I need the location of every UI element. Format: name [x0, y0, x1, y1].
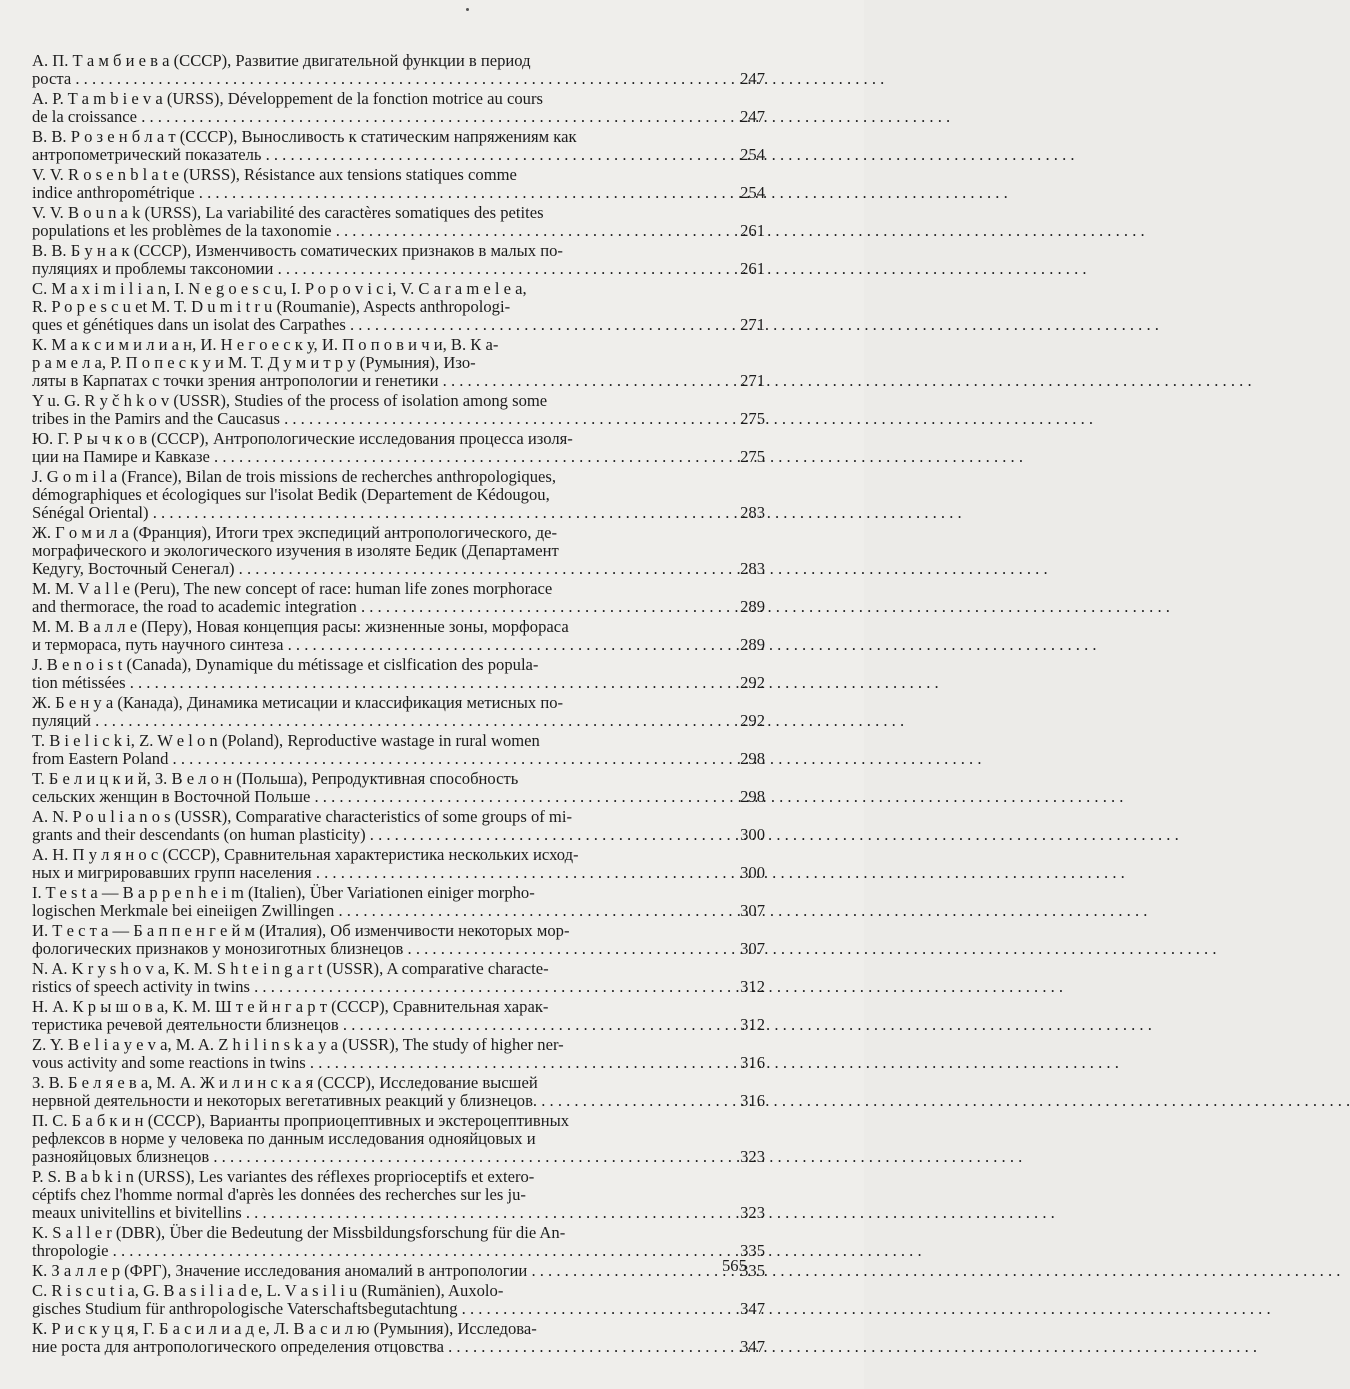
toc-entry	[32, 656, 765, 692]
toc-entry-text: vous activity and some reactions in twins . . .	[46, 1054, 707, 1072]
toc-page-ref: 283	[740, 503, 765, 522]
toc-entry	[32, 430, 765, 466]
toc-entry-text: ние роста для антропологического определения отцовства . . .	[46, 1338, 707, 1356]
toc-entry-text: A. N. P o u l i a n o s (USSR), Comparative characteristics of some groups of mi-	[32, 807, 572, 826]
toc-entry-text: meaux univitellins et bivitellins . . .	[46, 1204, 707, 1222]
toc-page-ref: 312	[740, 1015, 765, 1034]
toc-entry-text: нервной деятельности и некоторых вегетативных реакций у близнецов. . . .	[46, 1092, 707, 1110]
toc-entry-text: пуляциях и проблемы таксономии . . .	[46, 260, 707, 278]
toc-entry-text: В. В. Р о з е н б л а т (СССР), Выносливость к статическим напряжениям как	[32, 127, 577, 146]
toc-entry-text: и термораса, путь научного синтеза . . .	[46, 636, 707, 654]
toc-entry	[32, 960, 765, 996]
toc-entry-text: ques et génétiques dans un isolat des Carpathes . . .	[46, 316, 707, 334]
toc-page-ref: 254	[740, 145, 765, 164]
toc-entry-text: V. V. R o s e n b l a t e (URSS), Résistance aux tensions statiques comme	[32, 165, 517, 184]
toc-page-ref: 347	[740, 1337, 765, 1356]
toc-entry	[32, 694, 765, 730]
toc-page-ref: 307	[740, 901, 765, 920]
toc-entry-text: T. B i e l i c k i, Z. W e l o n (Poland), Reproductive wastage in rural women	[32, 731, 540, 750]
toc-entry-text: P. S. B a b k i n (URSS), Les variantes des réflexes proprioceptifs et extero-	[32, 1167, 535, 1186]
toc-page-ref: 300	[740, 863, 765, 882]
toc-entry-text: К. Р и с к у ц я, Г. Б а с и л и а д е, Л. В а с и л ю (Румыния), Исследова-	[32, 1319, 537, 1338]
toc-entry-text: А. Н. П у л я н о с (СССР), Сравнительная характеристика нескольких исход-	[32, 845, 579, 864]
toc-entry-text: рефлексов в норме у человека по данным исследования однояйцовых и	[32, 1129, 536, 1148]
toc-entry-text: indice anthropométrique . . .	[46, 184, 707, 202]
toc-entry-text: gisches Studium für anthropologische Vaterschaftsbegutachtung . . .	[46, 1300, 707, 1318]
toc-entry-text: З. В. Б е л я е в а, М. А. Ж и л и н с к а я (СССР), Исследование высшей	[32, 1073, 538, 1092]
table-of-contents	[32, 52, 765, 1358]
toc-page-ref: 316	[740, 1053, 765, 1072]
toc-entry-text: ных и мигрировавших групп населения . . .	[46, 864, 707, 882]
toc-entry-text: Ж. Г о м и л а (Франция), Итоги трех экспедиций антропологического, де-	[32, 523, 557, 542]
toc-entry-text: роста . . .	[46, 70, 707, 88]
toc-page-ref: 307	[740, 939, 765, 958]
toc-entry-text: Z. Y. B e l i a y e v a, M. A. Z h i l i n s k a y a (USSR), The study of higher ner-	[32, 1035, 564, 1054]
toc-entry-text: Н. А. К р ы ш о в а, К. М. Ш т е й н г а р т (СССР), Сравнительная харак-	[32, 997, 549, 1016]
toc-entry-text: tribes in the Pamirs and the Caucasus . . .	[46, 410, 707, 428]
toc-entry-text: R. P o p e s c u et M. T. D u m i t r u (Roumanie), Aspects anthropologi-	[32, 297, 511, 316]
toc-entry-text: populations et les problèmes de la taxonomie . . .	[46, 222, 707, 240]
toc-entry-text: and thermorace, the road to academic integration . . .	[46, 598, 707, 616]
toc-entry	[32, 732, 765, 768]
toc-entry-text: tion métissées . . .	[46, 674, 707, 692]
toc-page-ref: 292	[740, 673, 765, 692]
toc-entry	[32, 242, 765, 278]
toc-page-ref: 271	[740, 315, 765, 334]
toc-page-ref: 275	[740, 409, 765, 428]
toc-entry	[32, 524, 765, 578]
toc-page-ref: 347	[740, 1299, 765, 1318]
toc-entry-text: M. M. V a l l e (Peru), The new concept of race: human life zones morphorace	[32, 579, 553, 598]
toc-entry-text: ции на Памире и Кавказе . . .	[46, 448, 707, 466]
toc-entry-text: C. R i s c u t i a, G. B a s i l i a d e, L. V a s i l i u (Rumänien), Auxolo-	[32, 1281, 504, 1300]
toc-entry-text: céptifs chez l'homme normal d'après les données des recherches sur les ju-	[32, 1185, 526, 1204]
toc-entry-text: N. A. K r y s h o v a, K. M. S h t e i n g a r t (USSR), A comparative characte-	[32, 959, 549, 978]
toc-entry	[32, 770, 765, 806]
toc-entry	[32, 884, 765, 920]
toc-entry-text: пуляций . . .	[46, 712, 707, 730]
toc-entry	[32, 1074, 765, 1110]
toc-entry	[32, 90, 765, 126]
toc-entry-text: grants and their descendants (on human plasticity) . . .	[46, 826, 707, 844]
toc-entry-text: антропометрический показатель . . .	[46, 146, 707, 164]
toc-page-ref: 323	[740, 1203, 765, 1222]
toc-entry-text: C. M a x i m i l i a n, I. N e g o e s c u, I. P o p o v i c i, V. C a r a m e l e a,	[32, 279, 527, 298]
toc-entry	[32, 1036, 765, 1072]
toc-page-ref: 298	[740, 787, 765, 806]
toc-entry	[32, 922, 765, 958]
toc-entry-text: Ж. Б е н у а (Канада), Динамика метисации и классификация метисных по-	[32, 693, 564, 712]
toc-entry-text: Sénégal Oriental) . . .	[46, 504, 707, 522]
toc-entry	[32, 808, 765, 844]
toc-page-ref: 335	[740, 1241, 765, 1260]
toc-page-ref: 271	[740, 371, 765, 390]
toc-page-ref: 283	[740, 559, 765, 578]
toc-page-ref: 312	[740, 977, 765, 996]
toc-entry	[32, 280, 765, 334]
toc-entry-text: В. В. Б у н а к (СССР), Изменчивость соматических признаков в малых по-	[32, 241, 563, 260]
toc-entry-text: K. S a l l e r (DBR), Über die Bedeutung der Missbildungsforschung für die An-	[32, 1223, 566, 1242]
toc-entry-text: мографического и экологического изучения в изоляте Бедик (Департамент	[32, 541, 559, 560]
toc-entry-text: Т. Б е л и ц к и й, З. В е л о н (Польша), Репродуктивная способность	[32, 769, 519, 788]
toc-entry	[32, 998, 765, 1034]
toc-entry-text: logischen Merkmale bei eineiigen Zwillingen . . .	[46, 902, 707, 920]
toc-entry	[32, 468, 765, 522]
toc-page-ref: 247	[740, 69, 765, 88]
toc-entry-text: V. V. B o u n a k (URSS), La variabilité des caractères somatiques des petites	[32, 203, 544, 222]
toc-entry-text: теристика речевой деятельности близнецов . . .	[46, 1016, 707, 1034]
toc-entry-text: ляты в Карпатах с точки зрения антропологии и генетики . . .	[46, 372, 707, 390]
toc-entry-text: thropologie . . .	[46, 1242, 707, 1260]
toc-entry	[32, 166, 765, 202]
toc-entry	[32, 846, 765, 882]
toc-entry-text: Ю. Г. Р ы ч к о в (СССР), Антропологические исследования процесса изоля-	[32, 429, 573, 448]
toc-page-ref: 289	[740, 635, 765, 654]
toc-entry	[32, 618, 765, 654]
toc-entry-text: разнояйцовых близнецов . . .	[46, 1148, 707, 1166]
toc-entry-text: П. С. Б а б к и н (СССР), Варианты проприоцептивных и экстероцептивных	[32, 1111, 570, 1130]
toc-entry	[32, 580, 765, 616]
toc-entry	[32, 1112, 765, 1166]
toc-entry	[32, 1262, 765, 1280]
toc-entry-text: ristics of speech activity in twins . . .	[46, 978, 707, 996]
toc-entry-text: démographiques et écologiques sur l'isolat Bedik (Departement de Kédougou,	[32, 485, 550, 504]
toc-entry-text: from Eastern Poland . . .	[46, 750, 707, 768]
toc-entry-text: А. П. Т а м б и е в а (СССР), Развитие двигательной функции в период	[32, 51, 531, 70]
top-mark	[466, 8, 469, 11]
toc-entry-text: J. B e n o i s t (Canada), Dynamique du métissage et cislfication des popula-	[32, 655, 539, 674]
toc-page-ref: 292	[740, 711, 765, 730]
toc-page-ref: 323	[740, 1147, 765, 1166]
toc-entry	[32, 392, 765, 428]
toc-entry-text: К. М а к с и м и л и а н, И. Н е г о е с к у, И. П о п о в и ч и, В. К а-	[32, 335, 499, 354]
toc-entry-text: J. G o m i l a (France), Bilan de trois missions de recherches anthropologiques,	[32, 467, 556, 486]
toc-page-ref: 335	[740, 1261, 765, 1280]
toc-entry-text: фологических признаков у монозиготных близнецов . . .	[46, 940, 707, 958]
toc-entry-text: I. T e s t a — B a p p e n h e i m (Italien), Über Variationen einiger morpho-	[32, 883, 535, 902]
toc-entry-text: р а м е л а, Р. П о п е с к у и М. Т. Д у м и т р у (Румыния), Изо-	[32, 353, 476, 372]
toc-entry	[32, 336, 765, 390]
toc-page-ref: 298	[740, 749, 765, 768]
toc-entry	[32, 1282, 765, 1318]
toc-page-ref: 275	[740, 447, 765, 466]
toc-entry	[32, 128, 765, 164]
toc-entry-text: de la croissance . . .	[46, 108, 707, 126]
toc-entry-text: Y u. G. R y č h k o v (USSR), Studies of the process of isolation among some	[32, 391, 548, 410]
toc-entry	[32, 1320, 765, 1356]
toc-entry-text: сельских женщин в Восточной Польше . . .	[46, 788, 707, 806]
toc-entry	[32, 1224, 765, 1260]
toc-page-ref: 289	[740, 597, 765, 616]
toc-page-ref: 316	[740, 1091, 765, 1110]
toc-entry-text: Кедугу, Восточный Сенегал) . . .	[46, 560, 707, 578]
toc-entry-text: A. P. T a m b i e v a (URSS), Développement de la fonction motrice au cours	[32, 89, 543, 108]
toc-page-ref: 247	[740, 107, 765, 126]
page-number: 565	[722, 1256, 747, 1275]
toc-entry	[32, 204, 765, 240]
toc-page-ref: 261	[740, 221, 765, 240]
toc-entry-text: М. М. В а л л е (Перу), Новая концепция расы: жизненные зоны, морфораса	[32, 617, 569, 636]
toc-entry-text: К. З а л л е р (ФРГ), Значение исследования аномалий в антропологии . . .	[46, 1262, 707, 1280]
toc-entry	[32, 1168, 765, 1222]
toc-page-ref: 254	[740, 183, 765, 202]
toc-page-ref: 261	[740, 259, 765, 278]
toc-entry	[32, 52, 765, 88]
toc-page-ref: 300	[740, 825, 765, 844]
toc-entry-text: И. Т е с т а — Б а п п е н г е й м (Италия), Об изменчивости некоторых мор-	[32, 921, 570, 940]
